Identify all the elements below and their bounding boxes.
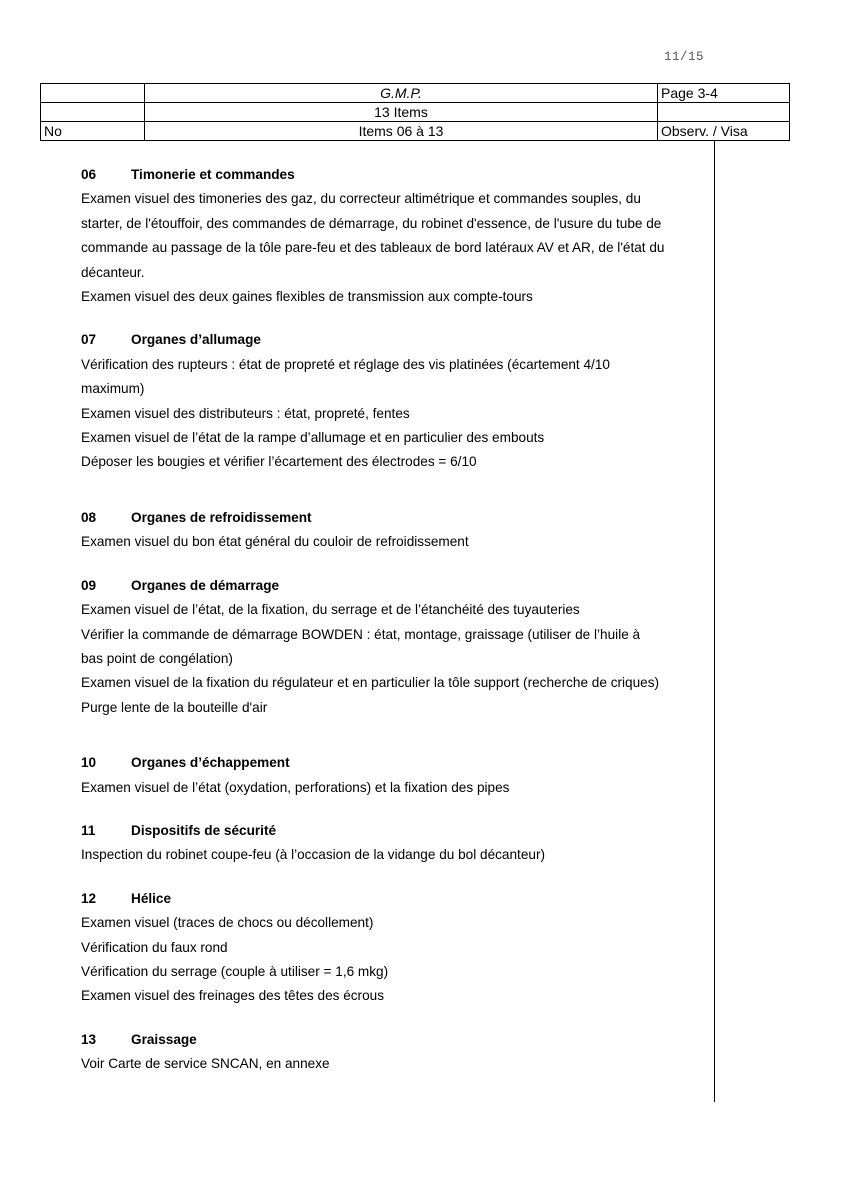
section-line: starter, de l'étouffoir, des commandes de démarrage, du robinet d'essence, de l'usure du tube de [81, 215, 662, 231]
section-line: Vérifier la commande de démarrage BOWDEN : état, montage, graissage (utiliser de l’huile à [81, 626, 641, 642]
section-line: maximum) [81, 381, 145, 397]
section-06 [81, 163, 706, 309]
section-line: Examen visuel des distributeurs : état, propreté, fentes [81, 405, 410, 421]
header-row-columns [41, 122, 790, 141]
section-title: Organes de refroidissement [131, 509, 312, 525]
items-count: 13 Items [145, 103, 658, 122]
section-number: 12 [81, 890, 97, 906]
header-table [40, 83, 790, 141]
section-heading [81, 751, 706, 775]
section-number: 07 [81, 332, 97, 348]
section-number: 10 [81, 755, 97, 771]
section-line: Vérification des rupteurs : état de propreté et réglage des vis platinées (écartement 4/10 [81, 356, 610, 372]
column-no-header: No [41, 122, 145, 141]
section-line: Examen visuel de l’état (oxydation, perforations) et la fixation des pipes [81, 779, 510, 795]
section-line: Vérification du serrage (couple à utiliser = 1,6 mkg) [81, 963, 389, 979]
section-title: Organes de démarrage [131, 577, 280, 593]
section-line: Examen visuel de l’état, de la fixation, du serrage et de l’étanchéité des tuyauteries [81, 602, 580, 618]
section-title: Timonerie et commandes [131, 167, 295, 182]
section-line: Examen visuel des freinages des têtes des écrous [81, 988, 385, 1004]
section-title: Organes d’allumage [131, 332, 261, 348]
section-line: décanteur. [81, 264, 145, 280]
section-title: Organes d’échappement [131, 755, 290, 771]
column-observ-header: Observ. / Visa [658, 122, 790, 141]
header-cell-empty-3 [658, 103, 790, 122]
section-title: Hélice [131, 890, 172, 906]
section-number: 08 [81, 509, 97, 525]
items-content [81, 163, 706, 1096]
section-title: Graissage [131, 1031, 197, 1047]
section-line: commande au passage de la tôle pare-feu et des tableaux de bord latéraux AV et AR, de l'état du [81, 240, 665, 256]
section-09 [81, 574, 706, 720]
page-number: 11/15 [664, 50, 705, 64]
section-number: 11 [81, 822, 96, 838]
section-07 [81, 328, 706, 474]
section-number: 06 [81, 167, 97, 182]
section-line: Purge lente de la bouteille d'air [81, 699, 268, 715]
document-title: G.M.P. [145, 84, 658, 103]
section-08 [81, 506, 706, 555]
section-heading [81, 328, 706, 352]
section-line: bas point de congélation) [81, 650, 233, 666]
header-row-title [41, 84, 790, 103]
observation-column-divider [714, 141, 715, 1102]
header-cell-empty-1 [41, 84, 145, 103]
header-cell-empty-2 [41, 103, 145, 122]
section-heading [81, 574, 706, 598]
section-number: 13 [81, 1031, 97, 1047]
section-heading [81, 819, 706, 843]
section-line: Déposer les bougies et vérifier l’écartement des électrodes = 6/10 [81, 454, 477, 470]
section-line: Examen visuel des timoneries des gaz, du correcteur altimétrique et commandes souples, du [81, 191, 641, 207]
section-line: Voir Carte de service SNCAN, en annexe [81, 1056, 330, 1072]
section-13 [81, 1028, 706, 1077]
section-number: 09 [81, 577, 97, 593]
section-line: Examen visuel (traces de chocs ou décollement) [81, 915, 374, 931]
column-items-header: Items 06 à 13 [145, 122, 658, 141]
section-11 [81, 819, 706, 868]
section-line: Vérification du faux rond [81, 939, 228, 955]
section-heading [81, 506, 706, 530]
section-line: Examen visuel du bon état général du couloir de refroidissement [81, 534, 469, 550]
section-12 [81, 887, 706, 1009]
header-row-count [41, 103, 790, 122]
page-reference: Page 3-4 [658, 84, 790, 103]
section-title: Dispositifs de sécurité [131, 822, 277, 838]
section-line: Examen visuel de l’état de la rampe d’allumage et en particulier des embouts [81, 430, 545, 446]
section-heading [81, 163, 706, 187]
section-line: Inspection du robinet coupe-feu (à l’occasion de la vidange du bol décanteur) [81, 847, 546, 863]
section-heading [81, 887, 706, 911]
section-line: Examen visuel de la fixation du régulateur et en particulier la tôle support (recherche de criques) [81, 675, 660, 691]
section-10 [81, 751, 706, 800]
section-heading [81, 1028, 706, 1052]
section-line: Examen visuel des deux gaines flexibles de transmission aux compte-tours [81, 289, 533, 305]
